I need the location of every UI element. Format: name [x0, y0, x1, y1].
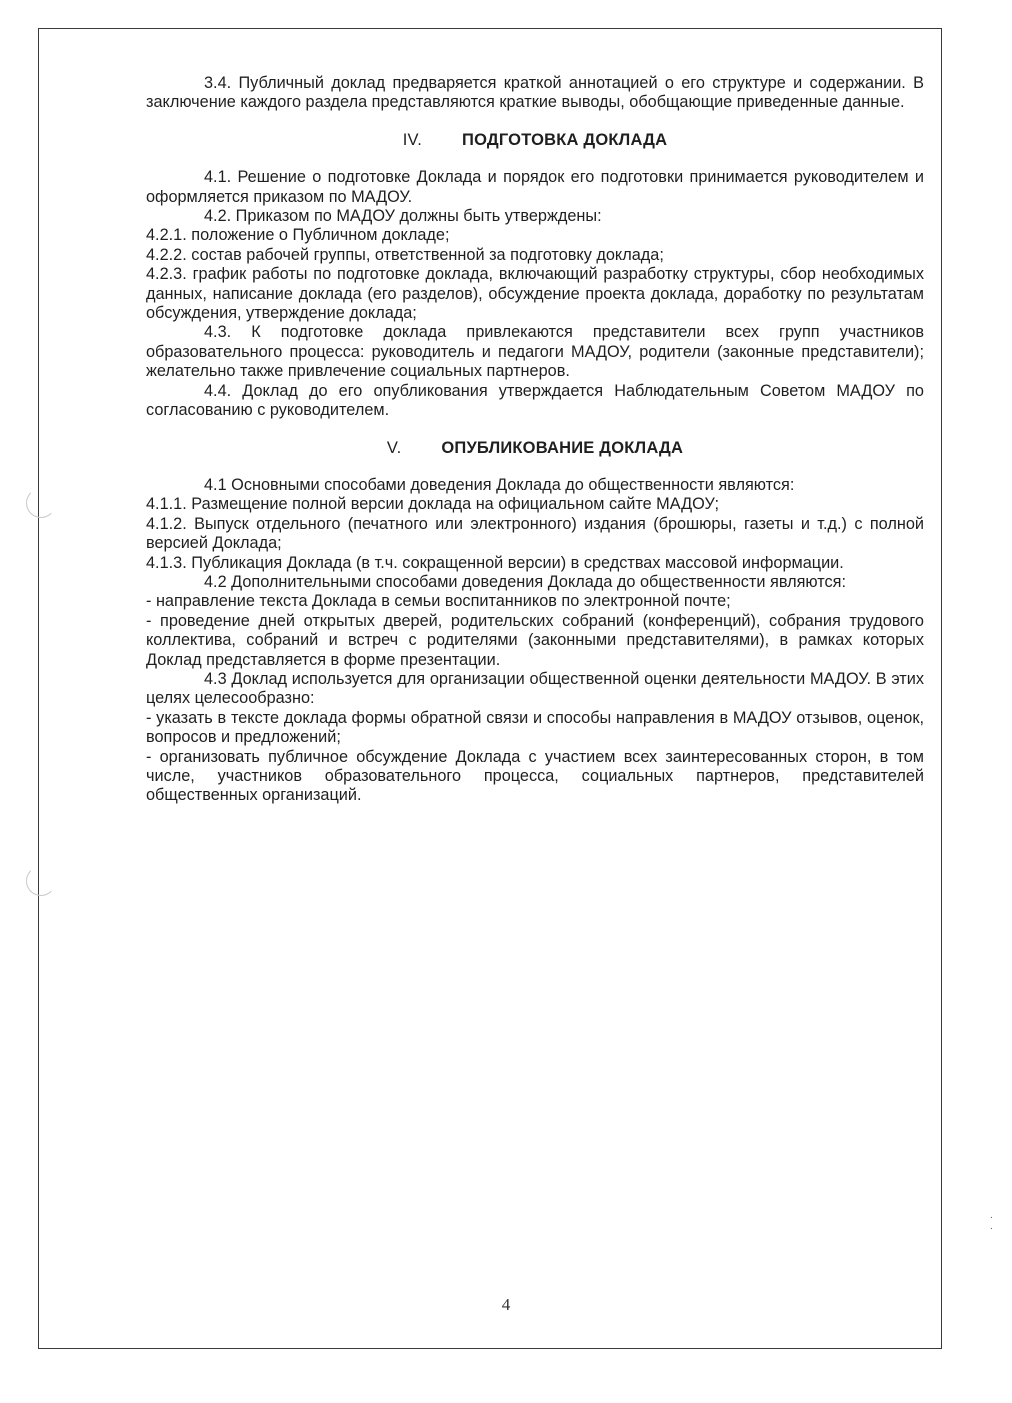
paragraph-5-4-2: 4.2 Дополнительными способами доведения Доклада до общественности являются:	[204, 572, 847, 591]
section-5-heading	[146, 439, 924, 458]
scan-specks: . .	[990, 1210, 999, 1232]
paragraph-4-1: 4.1. Решение о подготовке Доклада и порядок его подготовки принимается руководителем и оформляется приказом по МАДОУ.	[146, 168, 924, 206]
paragraph-3-4: 3.4. Публичный доклад предваряется краткой аннотацией о его структуре и содержании. В заключение каждого раздела представляются краткие выводы, обобщающие приведенные данные.	[146, 74, 924, 112]
paragraph-4-4: 4.4. Доклад до его опубликования утверждается Наблюдательным Советом МАДОУ по согласованию с руководителем.	[146, 381, 924, 420]
paragraph-5-4-1: 4.1 Основными способами доведения Доклада до общественности являются:	[204, 475, 795, 494]
bullet-item: - проведение дней открытых дверей, родительских собраний (конференций), собрания трудового коллектива, собраний и встреч с родителями (законными представителями), в рамках которых Доклад представляется в форме презентации.	[146, 611, 924, 669]
bullet-item: - направление текста Доклада в семьи воспитанников по электронной почте;	[146, 592, 731, 611]
paragraph-4-3: 4.3. К подготовке доклада привлекаются представители всех групп участников образовательного процесса: руководитель и педагоги МАДОУ, родители (законные представители); желательно также привлечение социальных партнеров.	[146, 323, 924, 381]
section-4-heading	[146, 131, 924, 150]
section-number: IV.	[402, 130, 423, 149]
section-title: ПОДГОТОВКА ДОКЛАДА	[462, 130, 668, 149]
section-title: ОПУБЛИКОВАНИЕ ДОКЛАДА	[441, 438, 684, 457]
bullet-item: - организовать публичное обсуждение Доклада с участием всех заинтересованных сторон, в том числе, участников образовательного процесса, социальных партнеров, представителей общественных организаций.	[146, 747, 924, 805]
page-number: 4	[501, 1295, 511, 1314]
punch-hole-mark	[26, 488, 56, 518]
paragraph-5-4-1-3: 4.1.3. Публикация Доклада (в т.ч. сокращенной версии) в средствах массовой информации.	[146, 553, 844, 572]
paragraph-5-4-1-1: 4.1.1. Размещение полной версии доклада на официальном сайте МАДОУ;	[146, 495, 719, 514]
punch-hole-mark	[26, 866, 56, 896]
paragraph-4-2-2: 4.2.2. состав рабочей группы, ответственной за подготовку доклада;	[146, 245, 664, 264]
document-body	[146, 74, 924, 806]
paragraph-4-2: 4.2. Приказом по МАДОУ должны быть утверждены:	[204, 207, 602, 226]
paragraph-4-2-1: 4.2.1. положение о Публичном докладе;	[146, 226, 450, 245]
paragraph-5-4-3: 4.3 Доклад используется для организации общественной оценки деятельности МАДОУ. В этих целях целесообразно:	[146, 669, 924, 708]
bullet-item: - указать в тексте доклада формы обратной связи и способы направления в МАДОУ отзывов, оценок, вопросов и предложений;	[146, 708, 924, 747]
paragraph-5-4-1-2: 4.1.2. Выпуск отдельного (печатного или электронного) издания (брошюры, газеты и т.д.) с полной версией Доклада;	[146, 514, 924, 553]
paragraph-4-2-3: 4.2.3. график работы по подготовке доклада, включающий разработку структуры, сбор необходимых данных, написание доклада (его разделов), обсуждение проекта доклада, доработку по результатам обсуждения, утверждение доклада;	[146, 265, 924, 323]
section-number: V.	[386, 438, 402, 457]
